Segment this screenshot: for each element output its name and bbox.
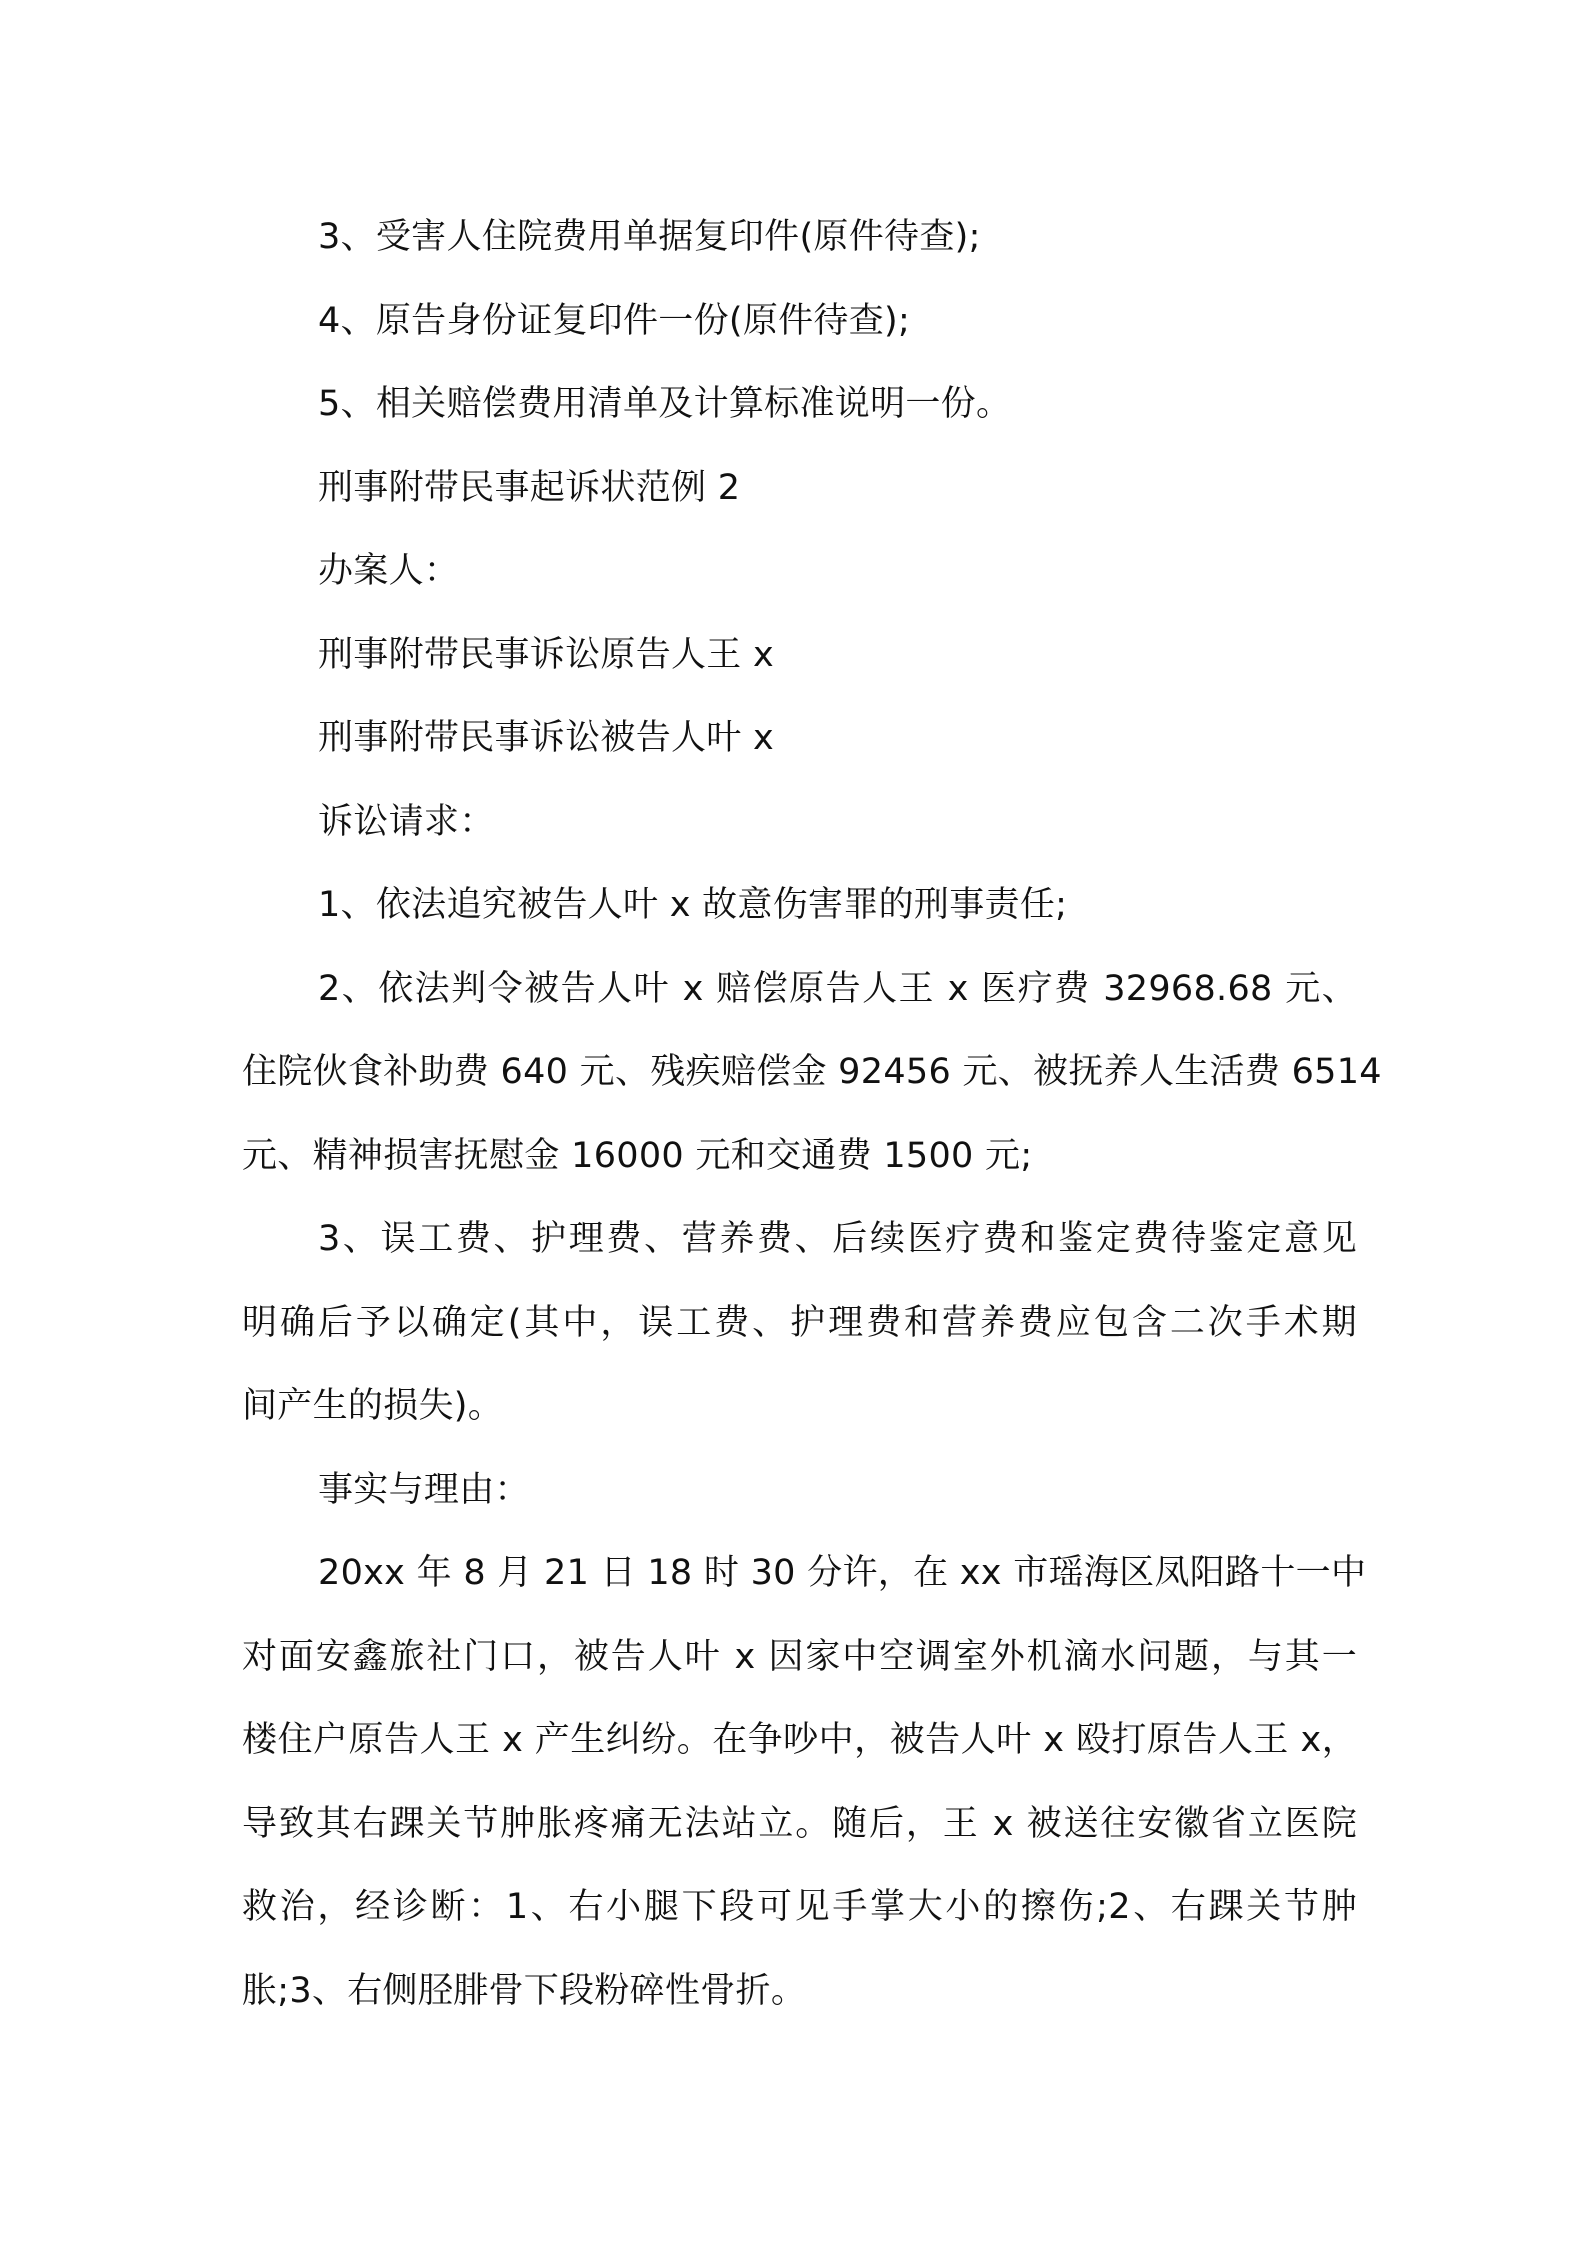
plaintiff-line: 刑事附带民事诉讼原告人王 x [318, 634, 775, 675]
facts-line-2: 对面安鑫旅社门口，被告人叶 x 因家中空调室外机滴水问题，与其一 [242, 1636, 1357, 1677]
claims-heading: 诉讼请求： [318, 801, 495, 842]
defendant-line: 刑事附带民事诉讼被告人叶 x [318, 718, 775, 758]
document-page [242, 196, 1382, 2033]
claim-2-line-3: 元、精神损害抚慰金 16000 元和交通费 1500 元; [242, 1135, 1033, 1176]
claim-1: 1、依法追究被告人叶 x 故意伤害罪的刑事责任; [318, 885, 1068, 925]
facts-heading: 事实与理由： [318, 1469, 530, 1510]
facts-line-6: 胀;3、右侧胫腓骨下段粉碎性骨折。 [242, 1970, 807, 2011]
section-title: 刑事附带民事起诉状范例 2 [318, 467, 741, 508]
claim-3-line-1: 3、误工费、护理费、营养费、后续医疗费和鉴定费待鉴定意见 [318, 1219, 1357, 1259]
claim-2-line-2: 住院伙食补助费 640 元、残疾赔偿金 92456 元、被抚养人生活费 6514 [242, 1052, 1382, 1092]
facts-line-4: 导致其右踝关节肿胀疼痛无法站立。随后，王 x 被送往安徽省立医院 [242, 1803, 1357, 1844]
attachment-item-4: 4、原告身份证复印件一份(原件待查); [318, 300, 911, 341]
claim-3-line-2: 明确后予以确定(其中，误工费、护理费和营养费应包含二次手术期 [242, 1302, 1357, 1343]
claim-2-line-1: 2、依法判令被告人叶 x 赔偿原告人王 x 医疗费 32968.68 元、 [318, 968, 1357, 1009]
facts-line-1: 20xx 年 8 月 21 日 18 时 30 分许，在 xx 市瑶海区凤阳路十一中 [318, 1553, 1367, 1593]
facts-line-5: 救治，经诊断：1、右小腿下段可见手掌大小的擦伤;2、右踝关节肿 [242, 1887, 1357, 1927]
claim-3-line-3: 间产生的损失)。 [242, 1386, 504, 1426]
attachment-item-5: 5、相关赔偿费用清单及计算标准说明一份。 [318, 384, 1012, 424]
case-handler-label: 办案人： [318, 551, 460, 591]
attachment-item-3: 3、受害人住院费用单据复印件(原件待查); [318, 217, 981, 257]
facts-line-3: 楼住户原告人王 x 产生纠纷。在争吵中，被告人叶 x 殴打原告人王 x， [242, 1720, 1357, 1760]
